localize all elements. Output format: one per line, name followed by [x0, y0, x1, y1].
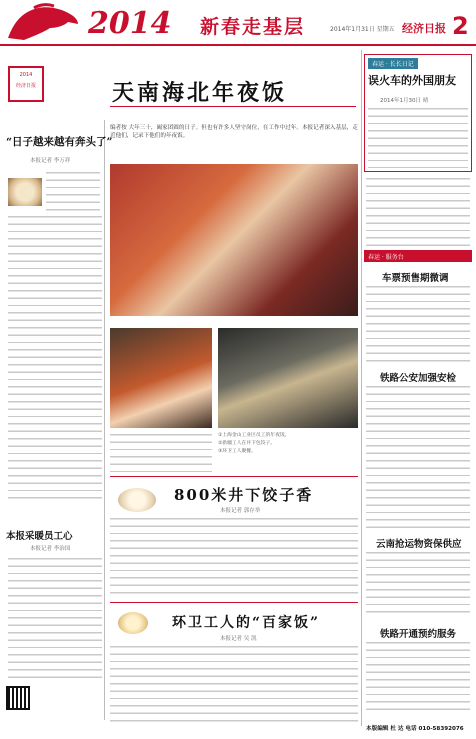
article-text-block	[366, 550, 470, 616]
dumpling-image	[118, 488, 156, 512]
article-text-block	[110, 644, 358, 724]
article-text-block	[368, 106, 468, 168]
dumpling-image-2	[118, 612, 148, 634]
horse-logo-icon	[4, 2, 82, 42]
side-headline-4: 铁路开通预约服务	[380, 629, 457, 640]
left-byline-2: 本报记者 李治国	[30, 546, 71, 552]
feature-date: 2014年1月30日 晴	[380, 98, 429, 104]
photo-dumplings	[110, 328, 212, 428]
masthead	[0, 0, 476, 46]
article-headline-dumplings: 800米井下饺子香	[174, 486, 314, 504]
page-footer: 本版编辑 杜 达 电话 010-58392076	[366, 726, 464, 732]
main-headline: 天南海北年夜饭	[112, 80, 288, 106]
paper-name: 经济日报	[402, 22, 446, 35]
qr-code[interactable]	[6, 686, 30, 710]
article-text-block	[46, 170, 100, 212]
article-headline-sanitation: 环卫工人的“百家饭”	[172, 615, 321, 631]
left-headline-2: 本报采暖员工心	[6, 531, 73, 542]
column-divider	[361, 50, 362, 726]
year-mark: 2014	[88, 6, 172, 41]
article-text-block	[366, 384, 470, 528]
food-thumbnail	[8, 178, 42, 206]
feature-tag: 春运 · 长长日记	[368, 58, 418, 69]
lead-paragraph: 编者按 大年三十，阖家团圆的日子。但也有许多人坚守岗位，在工作中过年。本报记者深入基层，走近他们，记录下他们的年夜饭。	[110, 125, 358, 139]
section-rule	[110, 476, 358, 477]
article-text-block	[366, 176, 470, 246]
section-title: 新春走基层	[200, 16, 306, 38]
article-byline: 本报记者 郭存举	[220, 508, 261, 514]
section-rule	[110, 602, 358, 603]
photo-caption-2: ②新疆工人在井下包饺子。	[218, 441, 276, 446]
issue-date: 2014年1月31日 星期五	[330, 26, 395, 33]
column-divider	[104, 120, 105, 720]
side-headline-2: 铁路公安加强安检	[380, 373, 457, 384]
side-headline-1: 车票预售期微调	[382, 273, 449, 284]
headline-rule	[110, 106, 356, 107]
seal-stamp	[8, 66, 44, 102]
article-text-block	[110, 432, 212, 472]
article-text-block	[110, 516, 358, 596]
stamp-line-1: 2014	[19, 72, 33, 78]
photo-caption-3: ③环卫工人聚餐。	[218, 449, 256, 454]
feature-headline: 误火车的外国朋友	[368, 74, 456, 87]
side-headline-3: 云南抢运物资保供应	[376, 539, 462, 550]
main-photo	[110, 164, 358, 316]
article-text-block	[366, 640, 470, 716]
left-byline: 本报记者 李万祥	[30, 158, 71, 164]
photo-workers	[218, 328, 358, 428]
service-tag: 春运 · 服务台	[364, 250, 472, 262]
page-number: 2	[452, 12, 469, 40]
left-headline: “日子越来越有奔头了”	[6, 136, 113, 148]
article-byline: 本报记者 吴 凯	[220, 636, 257, 642]
article-text-block	[366, 284, 470, 362]
photo-caption-1: ①上海金山工业区员工的年夜饭。	[218, 433, 290, 438]
article-text-block	[8, 214, 102, 504]
article-text-block	[8, 556, 102, 682]
stamp-line-2: 经济日报	[15, 83, 36, 89]
